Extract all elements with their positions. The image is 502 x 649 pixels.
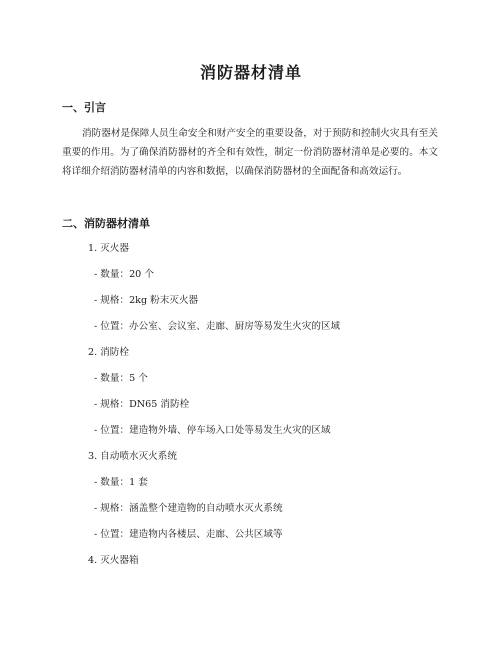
intro-paragraph: 消防器材是保障人员生命安全和财产安全的重要设备，对于预防和控制火灾具有至关重要的作用。为了确保消防器材的齐全和有效性，制定一份消防器材清单是必要的。本文将详细介绍消防器材清单的内容和数据，以确保消防器材的全面配备和高效运行。 (62, 128, 438, 177)
list-item-detail: - 位置：建造物外墙、停车场入口处等易发生火灾的区域 (94, 425, 331, 436)
list-item-detail: - 数量：5 个 (94, 373, 148, 384)
document-title: 消防器材清单 (199, 63, 302, 82)
list-item-title: 4. 灭火器箱 (88, 555, 139, 566)
list-item-title: 1. 灭火器 (88, 243, 129, 254)
section-heading-intro: 一、引言 (62, 101, 106, 114)
list-item-detail: - 规格：涵盖整个建造物的自动喷水灭火系统 (94, 503, 283, 514)
list-item-detail: - 数量：1 套 (94, 477, 148, 488)
list-item-detail: - 位置：建造物内各楼层、走廊、公共区域等 (94, 529, 283, 540)
list-item-detail: - 数量：20 个 (94, 269, 154, 280)
section-heading-list: 二、消防器材清单 (62, 217, 150, 230)
list-item-detail: - 规格：2kg 粉末灭火器 (94, 295, 199, 306)
list-item-detail: - 位置：办公室、会议室、走廊、厨房等易发生火灾的区域 (94, 321, 341, 332)
list-item-title: 2. 消防栓 (88, 347, 129, 358)
list-item-title: 3. 自动喷水灭火系统 (88, 451, 177, 462)
list-item-detail: - 规格：DN65 消防栓 (94, 399, 190, 410)
